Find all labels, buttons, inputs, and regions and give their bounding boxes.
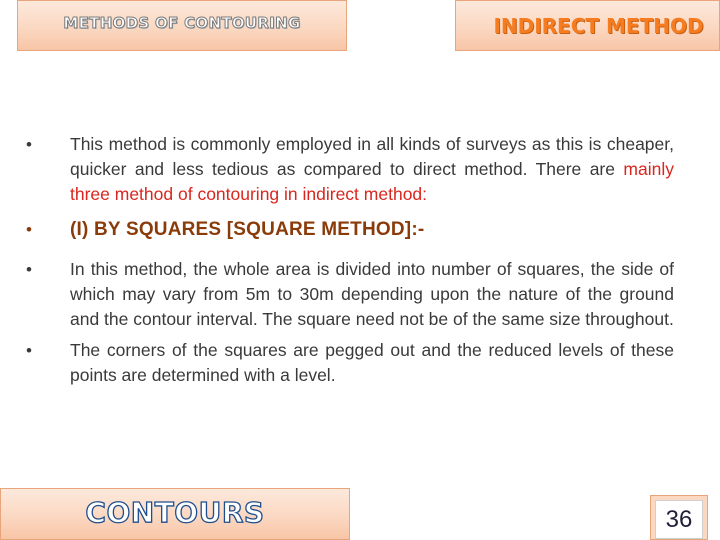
- footer-box: [0, 488, 350, 540]
- method-heading: (I) BY SQUARES [SQUARE METHOD]:-: [70, 219, 425, 240]
- header-right-box: [455, 0, 720, 51]
- page-number-box: [650, 495, 708, 540]
- bullet-item-corners: [26, 338, 674, 388]
- bullet-text: The corners of the squares are pegged out and the reduced levels of these points are determined with a level.: [70, 340, 674, 385]
- header-left-box: [17, 0, 347, 51]
- bullet-item-heading: [26, 215, 674, 245]
- bullet-item-squares: [26, 257, 674, 332]
- bullet-icon: •: [26, 135, 32, 154]
- bullet-icon: •: [26, 220, 32, 239]
- slide-content: [26, 132, 674, 388]
- bullet-icon: •: [26, 341, 32, 360]
- bullet-item-intro: [26, 132, 674, 207]
- bullet-text: [70, 132, 674, 207]
- bullet-text-normal: This method is commonly employed in all kinds of surveys as this is cheaper, quicker and less tedious as compared to direct method. There are: [70, 134, 674, 179]
- slide-title: INDIRECT METHOD: [493, 13, 704, 38]
- page-number: 36: [655, 500, 703, 539]
- bullet-text: In this method, the whole area is divided into number of squares, the side of which may vary from 5m to 30m depending upon the nature of the ground and the contour interval. The square need not be of the same size throughout.: [70, 259, 674, 329]
- bullet-text-highlight: mainly three method of contouring in indirect method:: [70, 159, 674, 204]
- footer-title: CONTOURS: [85, 495, 265, 529]
- section-title: METHODS OF CONTOURING: [63, 13, 301, 32]
- bullet-icon: •: [26, 260, 32, 279]
